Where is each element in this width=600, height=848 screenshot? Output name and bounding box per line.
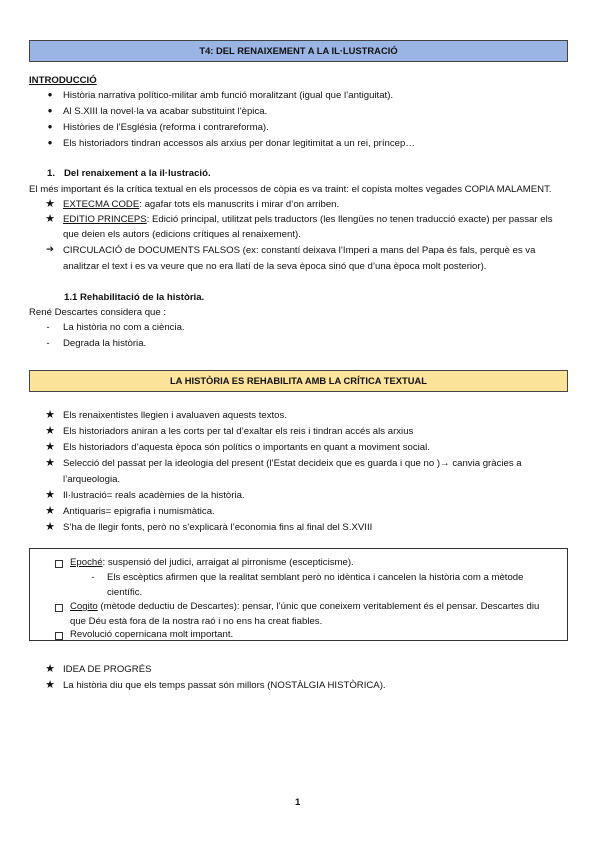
star-icon: ★	[45, 663, 55, 675]
extecma-text: : agafar tots els manuscrits i mirar d’on arriben.	[139, 199, 340, 210]
final-item: La història diu que els temps passat són millors (NOSTÀLGIA HISTÒRICA).	[63, 680, 386, 691]
editio-term: EDITIO PRINCEPS	[63, 214, 147, 225]
intro-bullet: Històries de l’Església (reforma i contrareforma).	[63, 122, 269, 133]
title-box	[29, 40, 568, 62]
bullet-dot-icon: ●	[47, 90, 53, 99]
epoche-sub-line2: científic.	[107, 587, 143, 598]
cogito-continuation: que Déu està fora de la nostra raó i no ens ha creat fiables.	[70, 616, 323, 627]
epoche-term: Epoché	[70, 557, 103, 568]
epoche-text: : suspensió del judici, arraigat al pirronisme (escepticisme).	[102, 557, 354, 568]
star-icon: ★	[45, 489, 55, 501]
dash-item: La història no com a ciència.	[63, 322, 185, 333]
page-number: 1	[295, 797, 301, 808]
star-item: Els historiadors d’aquesta època són polítics o importants en quant a moviment social.	[63, 442, 430, 453]
cogito-item	[70, 601, 539, 613]
epoche-sub-line1: Els escèptics afirmen que la realitat semblant però no idèntica i cancelen la història com a mètode	[107, 572, 524, 583]
editio-item	[63, 214, 553, 226]
gold-heading-box	[29, 370, 568, 392]
star-item: Antiquaris= epigrafia i numismàtica.	[63, 506, 215, 517]
star-icon: ★	[45, 409, 55, 421]
intro-bullet: Història narrativa político-militar amb funció moralitzant (igual que l’antiguitat).	[63, 90, 394, 101]
false-docs-line2: analitzar el text i es va veure que no era llatí de la seva època sinó que d’una època molt posterior).	[63, 261, 487, 272]
extecma-item	[63, 199, 339, 211]
star-icon: ★	[45, 521, 55, 533]
copernican-item: Revolució copernicana molt important.	[70, 629, 234, 640]
final-item: IDEA DE PROGRÉS	[63, 664, 152, 675]
star-item: Els renaixentistes llegien i avaluaven aquests textos.	[63, 410, 287, 421]
bullet-dot-icon: ●	[47, 138, 53, 147]
gold-heading: LA HISTÒRIA ES REHABILITA AMB LA CRÍTICA TEXTUAL	[169, 375, 428, 386]
dash-item: Degrada la història.	[63, 338, 147, 349]
star-icon: ★	[45, 198, 55, 210]
checkbox[interactable]	[55, 632, 63, 640]
cogito-term: Cogito	[70, 601, 98, 612]
extecma-term: EXTECMA CODE	[63, 199, 140, 210]
star-item: Els historiadors aniran a les corts per tal d’exaltar els reis i tindran accés als arxius	[63, 426, 414, 437]
editio-text: : Edició principal, utilitzat pels traductors (les llengües no tenen traducció exacte) per passar els	[146, 214, 553, 225]
star-icon: ★	[45, 213, 55, 225]
intro-bullet: Els historiadors tindran accessos als arxius per donar legitimitat a un rei, príncep…	[63, 138, 415, 149]
bullet-dot-icon: ●	[47, 122, 53, 131]
dash-icon: -	[46, 338, 50, 349]
section1-heading: Del renaixement a la il·lustració.	[64, 168, 211, 179]
star-icon: ★	[45, 425, 55, 437]
star-item: S’ha de llegir fonts, però no s’explicarà l’economia fins al final del S.XVIII	[63, 522, 373, 533]
arrow-icon: ➔	[45, 244, 55, 255]
intro-heading: INTRODUCCIÓ	[29, 75, 97, 86]
false-docs-line1: CIRCULACIÓ de DOCUMENTS FALSOS (ex: constantí deixava l’Imperi a mans del Papa és fals, perquè es va	[63, 245, 536, 256]
star-item-continuation: l’arqueologia.	[63, 474, 121, 485]
bullet-dot-icon: ●	[47, 106, 53, 115]
section1-number: 1.	[47, 168, 56, 179]
dash-icon: -	[46, 322, 50, 333]
star-icon: ★	[45, 505, 55, 517]
intro-bullet: Al S.XIII la novel·la va acabar substituint l’èpica.	[63, 106, 268, 117]
star-icon: ★	[45, 679, 55, 691]
star-item: Selecció del passat per la ideologia del present (l’Estat decideix que es guarda i que no )→ canvia gràcies a	[63, 458, 522, 469]
epoche-item	[70, 557, 354, 569]
editio-continuation: que deien els autors (edicions crítiques al renaixement).	[63, 229, 301, 240]
star-icon: ★	[45, 457, 55, 469]
section1-1-heading: 1.1 Rehabilitació de la història.	[64, 292, 205, 303]
checkbox[interactable]	[55, 560, 63, 568]
star-icon: ★	[45, 441, 55, 453]
checkbox[interactable]	[55, 604, 63, 612]
document-title: T4: DEL RENAIXEMENT A LA IL·LUSTRACIÓ	[199, 45, 398, 56]
section1-intro: El més important és la crítica textual en els processos de còpia es va traint: el copista moltes vegades COPIA MALAMENT.	[29, 184, 552, 195]
star-item: Il·lustració= reals acadèmies de la història.	[63, 490, 245, 501]
cogito-text: (mètode deductiu de Descartes): pensar, l’únic que coneixem veritablement és el pensar. Descartes diu	[97, 601, 540, 612]
dash-icon: -	[91, 572, 95, 583]
section1-1-intro: René Descartes considera que :	[29, 307, 167, 318]
